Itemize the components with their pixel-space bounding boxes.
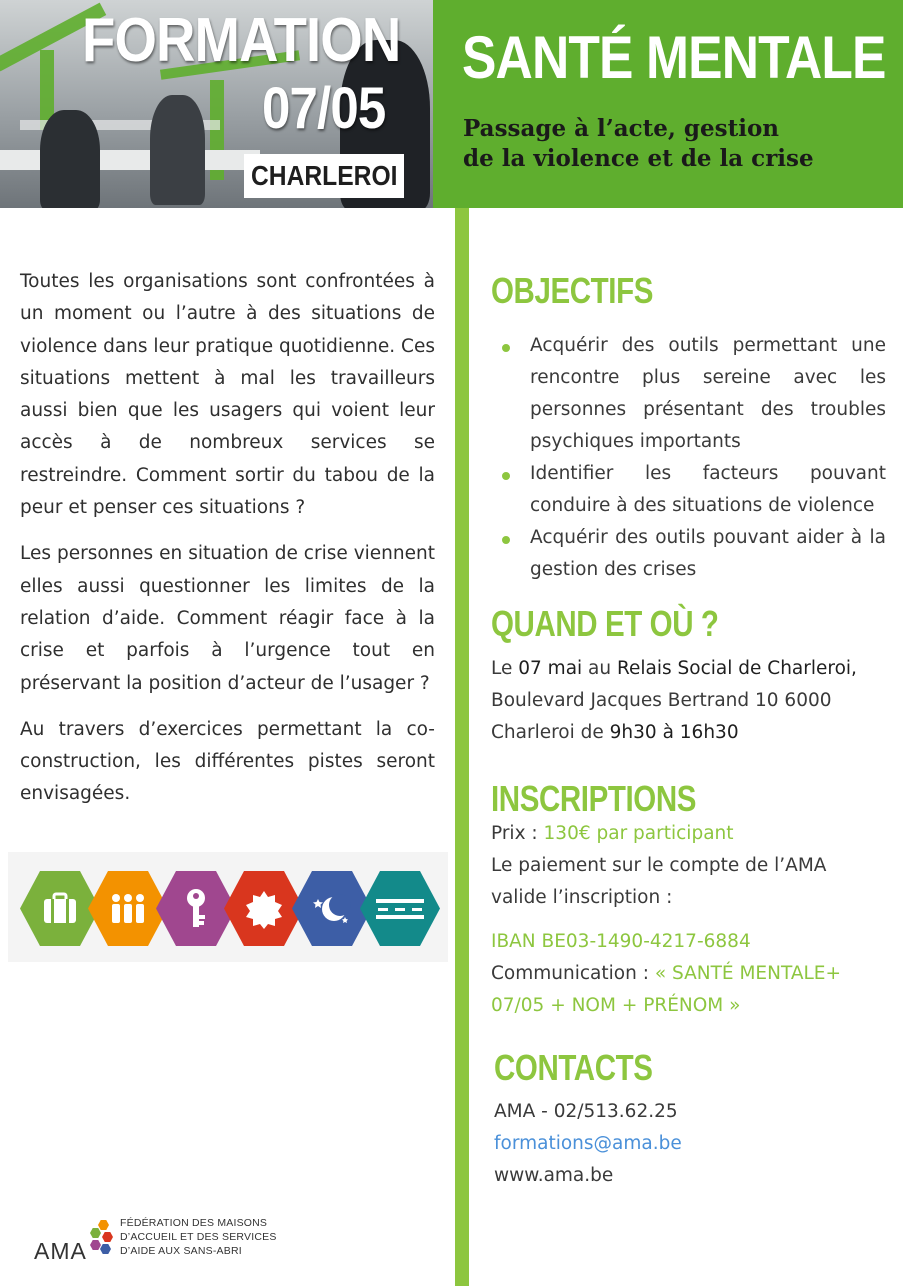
quand-le: Le: [491, 658, 519, 679]
subtitle: [463, 114, 814, 174]
bullet-icon: [502, 536, 510, 544]
objectifs-list: [496, 330, 886, 586]
list-item: [496, 330, 886, 458]
road-icon: [360, 871, 440, 946]
intro-text: [20, 266, 435, 825]
communication-value-2: 07/05 + NOM + PRÉNOM »: [491, 995, 741, 1016]
bullet-icon: [502, 472, 510, 480]
city-label: CHARLEROI: [250, 160, 398, 191]
objectif-text: Acquérir des outils pouvant aider à la gestion des crises: [530, 527, 886, 580]
formation-date: 07/05: [262, 76, 386, 141]
contact-website-link[interactable]: www.ama.be: [494, 1165, 614, 1186]
prix-value: 130€ par participant: [543, 823, 734, 844]
contact-email-link[interactable]: formations@ama.be: [494, 1133, 682, 1154]
list-item: [496, 458, 886, 522]
prix-label: Prix :: [491, 823, 544, 844]
quand-heading: QUAND ET OÙ ?: [491, 603, 719, 644]
intro-paragraph-2: Les personnes en situation de crise viennent elles aussi questionner les limites de la relation d’aide. Comment réagir face à la crise et parfois à l’urgence tout en préservant la position d’acteur de l’usager ?: [20, 543, 435, 694]
subtitle-line-1: Passage à l’acte, gestion: [463, 115, 780, 142]
intro-paragraph-1: Toutes les organisations sont confrontées à un moment ou l’autre à des situations de violence dans leur pratique quotidienne. Ces situations mettent à mal les travailleurs aussi bien que les usagers qui voient leur accès à de nombreux services se restreindre. Comment sortir du tabou de la peur et penser ces situations ?: [20, 271, 435, 519]
city-box: [244, 154, 404, 198]
quand-hours: 9h30 à 16h30: [609, 722, 739, 743]
inscriptions-heading: INSCRIPTIONS: [491, 778, 697, 819]
federation-line-1: FÉDÉRATION DES MAISONS: [120, 1217, 268, 1229]
contacts-heading: CONTACTS: [494, 1047, 653, 1088]
list-item: [496, 522, 886, 586]
communication-label: Communication :: [491, 963, 655, 984]
quand-venue: Relais Social de Charleroi,: [617, 658, 857, 679]
quand-day: 07 mai: [518, 658, 583, 679]
federation-line-2: D’ACCUEIL ET DES SERVICES: [120, 1231, 277, 1243]
quand-address: Boulevard Jacques Bertrand 10 6000: [491, 690, 832, 711]
icon-strip: [8, 852, 448, 962]
iban: IBAN BE03-1490-4217-6884: [491, 931, 751, 952]
subtitle-line-2: de la violence et de la crise: [463, 145, 814, 172]
quand-au: au: [582, 658, 617, 679]
quand-details: [491, 653, 891, 749]
bullet-icon: [502, 344, 510, 352]
quand-city: Charleroi de: [491, 722, 610, 743]
ama-logo-federation: [120, 1216, 277, 1258]
paiement-line-1: Le paiement sur le compte de l’AMA: [491, 855, 827, 876]
contacts-details: [494, 1096, 874, 1192]
page-title: SANTÉ MENTALE: [462, 24, 886, 91]
paiement-line-2: valide l’inscription :: [491, 887, 673, 908]
communication-value-1: « SANTÉ MENTALE+: [654, 963, 841, 984]
ama-logo-name: AMA: [34, 1238, 87, 1264]
contact-phone: AMA - 02/513.62.25: [494, 1101, 678, 1122]
intro-paragraph-3: Au travers d’exercices permettant la co-construction, les différentes pistes seront envisagées.: [20, 718, 435, 805]
column-divider: [455, 208, 469, 1286]
objectif-text: Acquérir des outils permettant une rencontre plus sereine avec les personnes présentant des troubles psychiques importants: [530, 335, 886, 452]
inscriptions-details: [491, 818, 891, 1022]
federation-line-3: D’AIDE AUX SANS-ABRI: [120, 1245, 242, 1257]
formation-label: FORMATION: [82, 6, 401, 75]
objectifs-heading: OBJECTIFS: [491, 270, 653, 311]
objectif-text: Identifier les facteurs pouvant conduire à des situations de violence: [530, 463, 886, 516]
